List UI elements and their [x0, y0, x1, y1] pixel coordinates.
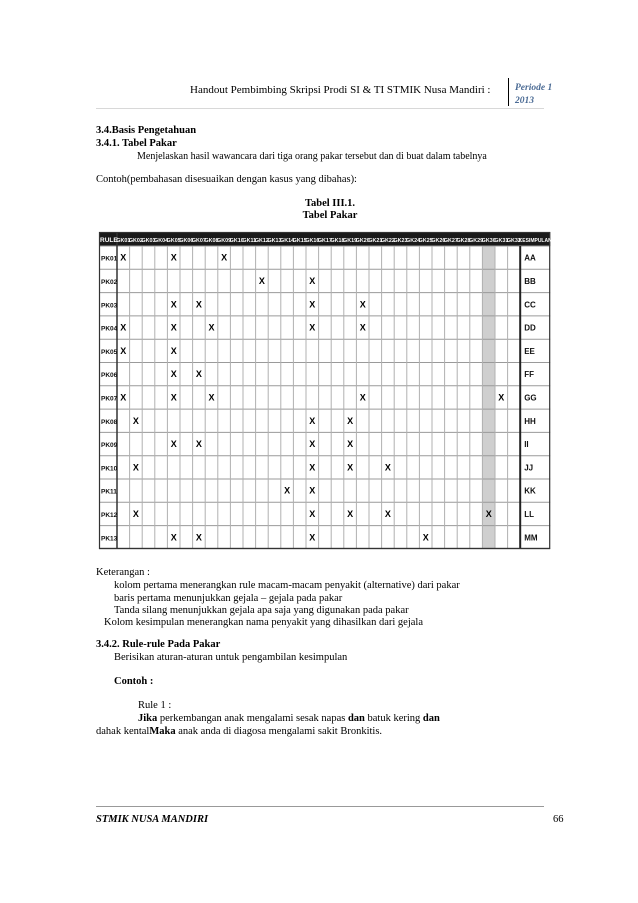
header-gejala-label: GK29	[469, 238, 484, 244]
rule-label: PK09	[101, 442, 118, 450]
header-period	[515, 82, 552, 108]
header-gejala-label: GK14	[280, 238, 295, 244]
header-gejala-label: GK15	[292, 238, 307, 244]
header-gejala-label: GK27	[443, 238, 458, 244]
keterangan-line-1: kolom pertama menerangkan rule macam-macam penyakit (alternative) dari pakar	[114, 580, 460, 591]
cell-mark: X	[195, 439, 202, 450]
cell-mark: X	[347, 462, 354, 473]
header-gejala-label: GK18	[330, 238, 345, 244]
header-gejala-label: GK21	[368, 238, 383, 244]
cell-mark: X	[120, 252, 127, 263]
cell-mark: X	[120, 345, 127, 356]
conclusion-label: DD	[524, 323, 536, 333]
header-conclusion-label: KESIMPULAN	[518, 238, 552, 244]
conclusion-label: II	[524, 440, 529, 450]
section-basis-heading: 3.4.Basis Pengetahuan	[96, 125, 197, 136]
cell-mark: X	[170, 439, 177, 450]
cell-mark: X	[195, 299, 202, 310]
header-gejala-label: GK24	[406, 238, 421, 244]
cell-mark: X	[170, 252, 177, 263]
cell-mark: X	[347, 439, 354, 450]
header-gejala-label: GK30	[481, 238, 496, 244]
tabel-description: Menjelaskan hasil wawancara dari tiga orang pakar tersebut dan di buat dalam tabelnya	[137, 151, 487, 162]
cell-mark: X	[195, 369, 202, 380]
header-gejala-label: GK10	[229, 238, 244, 244]
cell-mark: X	[498, 392, 505, 403]
header-title: Handout Pembimbing Skripsi Prodi SI & TI STMIK Nusa Mandiri :	[190, 84, 491, 96]
rule-label: PK07	[101, 395, 118, 403]
cell-mark: X	[170, 369, 177, 380]
header-gejala-label: GK19	[343, 238, 358, 244]
rule-label: PK03	[101, 302, 118, 310]
table-caption-number-text: Tabel III.1.	[304, 198, 356, 209]
header-gejala-label: GK03	[141, 238, 156, 244]
rule1-part-2: batuk kering	[364, 713, 423, 724]
header-gejala-label: GK11	[242, 238, 257, 244]
rule-label: PK12	[101, 511, 118, 519]
conclusion-label: FF	[524, 370, 534, 380]
header-gejala-label: GK22	[380, 238, 395, 244]
cell-mark: X	[384, 462, 391, 473]
rule-label: PK08	[101, 418, 118, 426]
header-gejala-label: GK07	[191, 238, 206, 244]
cell-mark: X	[359, 299, 366, 310]
rule-label: PK11	[101, 488, 117, 496]
cell-mark: X	[309, 439, 316, 450]
cell-mark: X	[347, 415, 354, 426]
header-gejala-label: GK04	[154, 238, 169, 244]
cell-mark: X	[485, 508, 492, 519]
section-rule-heading: 3.4.2. Rule-rule Pada Pakar	[96, 639, 221, 650]
cell-mark: X	[309, 532, 316, 543]
conclusion-label: LL	[524, 509, 534, 519]
cell-mark: X	[208, 322, 215, 333]
keterangan-title: Keterangan :	[96, 567, 150, 578]
cell-mark: X	[284, 485, 291, 496]
table-shaded-column	[482, 246, 495, 549]
rule1-dan-1: dan	[347, 713, 365, 724]
conclusion-label: KK	[524, 486, 536, 496]
header-corner-label: RULE	[100, 237, 118, 244]
conclusion-label: HH	[524, 416, 536, 426]
rule-label: PK10	[101, 465, 118, 473]
cell-mark: X	[309, 415, 316, 426]
header-gejala-label: GK06	[179, 238, 194, 244]
footer-page-number: 66	[553, 814, 564, 825]
cell-mark: X	[170, 532, 177, 543]
conclusion-label: AA	[524, 253, 536, 263]
rule-table	[99, 232, 552, 552]
cell-mark: X	[359, 392, 366, 403]
cell-mark: X	[309, 462, 316, 473]
rule-label: PK05	[101, 348, 118, 356]
cell-mark: X	[132, 462, 139, 473]
keterangan-line-3: Tanda silang menunjukkan gejala apa saja yang digunakan pada pakar	[114, 605, 409, 616]
rule-label: PK01	[101, 255, 118, 263]
keterangan-line-4: Kolom kesimpulan menerangkan nama penyakit yang dihasilkan dari gejala	[104, 617, 423, 628]
rule1-line-1	[138, 712, 440, 725]
cell-mark: X	[170, 392, 177, 403]
cell-mark: X	[359, 322, 366, 333]
conclusion-label: GG	[524, 393, 537, 403]
section-tabel-heading: 3.4.1. Tabel Pakar	[96, 138, 177, 149]
footer-divider	[96, 806, 544, 807]
cell-mark: X	[120, 392, 127, 403]
conclusion-label: BB	[524, 276, 536, 286]
cell-mark: X	[170, 345, 177, 356]
cell-mark: X	[347, 508, 354, 519]
rule1-jika: Jika	[138, 713, 158, 724]
rule-label: PK06	[101, 372, 118, 380]
cell-mark: X	[195, 532, 202, 543]
cell-mark: X	[309, 485, 316, 496]
rule1-maka: Maka	[149, 726, 176, 737]
header-gejala-label: GK32	[506, 238, 521, 244]
conclusion-label: MM	[524, 533, 538, 543]
rule1-part-3: dahak kental	[96, 726, 150, 737]
cell-mark: X	[309, 508, 316, 519]
cell-mark: X	[309, 299, 316, 310]
rule-label: PK04	[101, 325, 118, 333]
header-gejala-label: GK09	[217, 238, 232, 244]
header-gejala-label: GK01	[116, 238, 131, 244]
cell-mark: X	[170, 299, 177, 310]
header-gejala-label: GK20	[355, 238, 370, 244]
header-period-year: 2013	[515, 96, 534, 106]
rule-description: Berisikan aturan-aturan untuk pengambilan kesimpulan	[114, 652, 348, 663]
header-divider	[96, 108, 544, 109]
header-gejala-label: GK25	[418, 238, 433, 244]
cell-mark: X	[132, 508, 139, 519]
cell-mark: X	[309, 322, 316, 333]
table-caption-title	[0, 209, 638, 222]
header-separator	[508, 78, 509, 106]
conclusion-label: CC	[524, 300, 536, 310]
header-gejala-label: GK31	[494, 238, 509, 244]
cell-mark: X	[221, 252, 228, 263]
rule1-line-2	[96, 725, 382, 738]
header-gejala-label: GK13	[267, 238, 282, 244]
keterangan-line-2: baris pertama menunjukkan gejala – gejala pada pakar	[114, 593, 343, 604]
contoh-line: Contoh(pembahasan disesuaikan dengan kasus yang dibahas):	[96, 174, 357, 185]
cell-mark: X	[120, 322, 127, 333]
header-period-label: Periode 1	[515, 83, 553, 93]
footer-institution: STMIK NUSA MANDIRI	[96, 814, 209, 825]
rule-label: PK02	[101, 278, 118, 286]
cell-mark: X	[258, 275, 265, 286]
header-gejala-label: GK17	[317, 238, 332, 244]
header-gejala-label: GK05	[166, 238, 181, 244]
table-caption-title-text: Tabel Pakar	[302, 210, 358, 221]
rule1-part-4: anak anda di diagosa mengalami sakit Bronkitis.	[175, 726, 383, 737]
rule1-title: Rule 1 :	[138, 700, 172, 711]
conclusion-label: EE	[524, 346, 535, 356]
cell-mark: X	[132, 415, 139, 426]
header-gejala-label: GK08	[204, 238, 219, 244]
rule1-part-1: perkembangan anak mengalami sesak napas	[157, 713, 348, 724]
header-gejala-label: GK12	[254, 238, 269, 244]
header-gejala-label: GK16	[305, 238, 320, 244]
rule1-dan-2: dan	[422, 713, 440, 724]
contoh-heading: Contoh :	[114, 676, 154, 687]
header-gejala-label: GK26	[431, 238, 446, 244]
cell-mark: X	[170, 322, 177, 333]
header-gejala-label: GK23	[393, 238, 408, 244]
rule-label: PK13	[101, 535, 118, 543]
cell-mark: X	[309, 275, 316, 286]
cell-mark: X	[208, 392, 215, 403]
cell-mark: X	[384, 508, 391, 519]
conclusion-label: JJ	[524, 463, 534, 473]
header-gejala-label: GK02	[128, 238, 143, 244]
header-gejala-label: GK28	[456, 238, 471, 244]
cell-mark: X	[422, 532, 429, 543]
